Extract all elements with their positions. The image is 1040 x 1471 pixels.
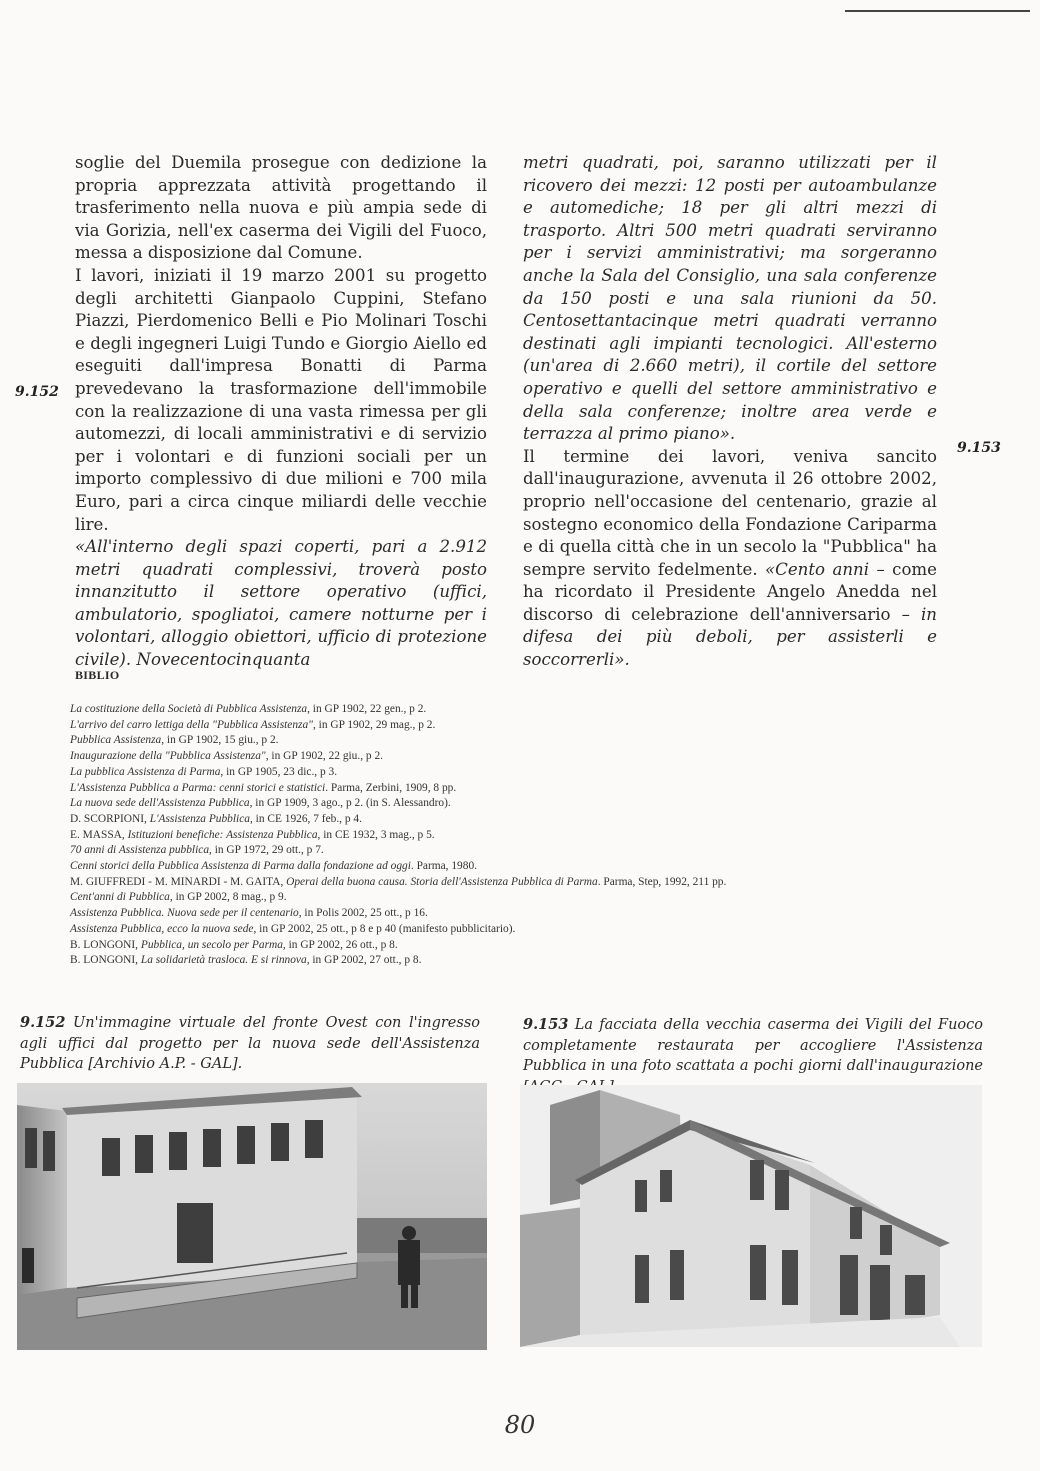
entry-source: , in GP 1902, 29 mag., p 2.	[312, 718, 436, 731]
caption-number: 9.153	[523, 1016, 569, 1033]
entry-source: . Parma, 1980.	[410, 860, 477, 873]
entry-source: , in Polis 2002, 25 ott., p 16.	[298, 907, 428, 920]
bibliography-entry	[70, 781, 970, 797]
entry-source: , in GP 2002, 26 ott., p 8.	[282, 938, 398, 951]
entry-title: La nuova sede dell'Assistenza Pubblica	[70, 797, 250, 810]
caption-text: Un'immagine virtuale del fronte Ovest con l'ingresso agli uffici dal progetto per la nuova sede dell'Assistenza Pubblica [Archivio A.P. - GAL].	[20, 1015, 480, 1072]
header-rule	[845, 10, 1030, 12]
bibliography-entry	[70, 953, 970, 969]
entry-author: D. SCORPIONI,	[70, 812, 150, 825]
figure-caption	[20, 1013, 480, 1075]
entry-source: , in GP 1902, 15 giu., p 2.	[161, 734, 279, 747]
bibliography-entry	[70, 718, 970, 734]
paragraph	[523, 446, 937, 672]
entry-source: , in GP 1902, 22 gen., p 2.	[307, 703, 427, 715]
quote-end: in difesa dei più deboli, per assisterli e soccorrerli».	[523, 604, 937, 670]
bibliography-entry	[70, 890, 970, 906]
entry-source: , in GP 2002, 25 ott., p 8 e p 40 (manifesto pubblicitario).	[253, 922, 516, 935]
quote-start: «Cento anni	[765, 559, 870, 579]
entry-source: . Parma, Zerbini, 1909, 8 pp.	[325, 781, 457, 794]
entry-source: , in CE 1932, 3 mag., p 5.	[317, 828, 435, 841]
bibliography-entry	[70, 938, 970, 954]
entry-author: B. LONGONI,	[70, 954, 141, 967]
figure-marker: 9.152	[15, 384, 59, 400]
bibliography-entry	[70, 749, 970, 765]
entry-source: , in GP 1972, 29 ott., p 7.	[209, 844, 324, 857]
bibliography-list	[70, 702, 970, 969]
entry-title: Assistenza Pubblica. Nuova sede per il centenario	[70, 907, 299, 920]
entry-source: , in GP 2002, 8 mag., p 9.	[169, 891, 287, 904]
bibliography-entry	[70, 843, 970, 859]
entry-title: La pubblica Assistenza di Parma	[70, 765, 221, 778]
entry-title: Pubblica Assistenza	[70, 734, 162, 747]
paragraph-text: Il termine dei lavori, veniva sancito dall'inaugurazione, avvenuta il 26 ottobre 2002, proprio nell'occasione del centenario, grazie al sostegno economico della Fondazione Cariparma e di quella città che in un secolo la "Pubblica" ha sempre servito fedelmente.	[523, 446, 937, 579]
entry-source: , in CE 1926, 7 feb., p 4.	[249, 812, 362, 825]
caption-text: La facciata della vecchia caserma dei Vigili del Fuoco completamente restaurata per accogliere l'Assistenza Pubblica in una foto scattata a pochi giorni dall'inaugurazione	[523, 1017, 983, 1074]
entry-title: Cent'anni di Pubblica	[70, 891, 170, 904]
entry-title: L'Assistenza Pubblica a Parma: cenni storici e statistici	[70, 781, 326, 794]
entry-title: Operai della buona causa. Storia dell'Assistenza Pubblica di Parma	[286, 875, 598, 888]
entry-title: L'arrivo del carro lettiga della "Pubblica Assistenza"	[70, 718, 313, 731]
building-photo	[520, 1085, 982, 1347]
bibliography-entry	[70, 922, 970, 938]
left-text-column	[75, 152, 487, 672]
entry-source: , in GP 1902, 22 giu., p 2.	[265, 750, 384, 763]
entry-author: B. LONGONI,	[70, 938, 141, 951]
entry-title: Cenni storici della Pubblica Assistenza di Parma dalla fondazione ad oggi	[70, 860, 411, 873]
bibliography-entry	[70, 859, 970, 875]
right-text-column	[523, 152, 937, 672]
rendering-image	[17, 1083, 487, 1350]
entry-author: M. GIUFFREDI - M. MINARDI - M. GAITA,	[70, 875, 287, 888]
entry-title: La solidarietà trasloca. E si rinnova	[140, 954, 307, 967]
entry-author: E. MASSA,	[70, 828, 128, 841]
quote-paragraph: metri quadrati, poi, saranno utilizzati per il ricovero dei mezzi: 12 posti per autoambulanze e automediche; 18 per gli altri mezzi di trasporto. Altri 500 metri quadrati serviranno per i servizi amministrativi; ma sorgeranno anche la Sala del Consiglio, una sala conferenze da 150 posti e una sala riunioni da 50. Centosettantacinque metri quadrati verranno destinati agli impianti tecnologici. All'esterno (un'area di 2.660 metri), il cortile del settore operativo e quelli del settore amministrativo e della sala conferenze; inoltre area verde e terrazza al primo piano».	[523, 153, 937, 444]
entry-title: La costituzione della Società di Pubblica Assistenza	[70, 703, 308, 715]
bibliography-entry	[70, 875, 970, 891]
entry-title: Inaugurazione della "Pubblica Assistenza"	[70, 750, 266, 763]
bibliography-entry	[70, 812, 970, 828]
entry-source: , in GP 1909, 3 ago., p 2. (in S. Alessandro).	[249, 797, 451, 810]
bibliography-entry	[70, 733, 970, 749]
bibliography-entry	[70, 702, 970, 718]
entry-source: . Parma, Step, 1992, 211 pp.	[597, 875, 727, 888]
entry-title: 70 anni di Assistenza pubblica	[70, 844, 210, 857]
bibliography-entry	[70, 796, 970, 812]
entry-source: , in GP 2002, 27 ott., p 8.	[306, 954, 422, 967]
entry-title: Pubblica, un secolo per Parma	[140, 938, 283, 951]
entry-title: Assistenza Pubblica, ecco la nuova sede	[70, 922, 254, 935]
page-number: 80	[504, 1411, 536, 1439]
quote-paragraph: «All'interno degli spazi coperti, pari a 2.912 metri quadrati complessivi, troverà posto innanzitutto il settore operativo (uffici, ambulatorio, spogliatoi, camere notturne per i volontari, alloggio obiettori, ufficio di protezione civile). Novecentocinquanta	[75, 537, 487, 670]
quote-attribution: – come ha ricordato il Presidente Angelo Anedda nel discorso di celebrazione dell'anniversario –	[523, 559, 937, 624]
figure-marker: 9.153	[957, 440, 1001, 456]
caption-number: 9.152	[20, 1014, 66, 1031]
entry-source: , in GP 1905, 23 dic., p 3.	[220, 765, 338, 778]
paragraph: soglie del Duemila prosegue con dedizione la propria apprezzata attività progettando il trasferimento nella nuova e più ampia sede di via Gorizia, nell'ex caserma dei Vigili del Fuoco, messa a disposizione dal Comune.	[75, 153, 487, 263]
entry-title: Istituzioni benefiche: Assistenza Pubblica	[127, 828, 318, 841]
bibliography-entry	[70, 765, 970, 781]
entry-title: L'Assistenza Pubblica	[149, 812, 250, 825]
paragraph: I lavori, iniziati il 19 marzo 2001 su progetto degli architetti Gianpaolo Cuppini, Stefano Piazzi, Pierdomenico Belli e Pio Molinari Toschi e degli ingegneri Luigi Tundo e Giorgio Aiello ed eseguiti dall'impresa Bonatti di Parma prevedevano la trasformazione dell'immobile con la realizzazione di una vasta rimessa per gli automezzi, di locali amministrativi e di servizio per i volontari e di funzioni sociali per un importo complessivo di due milioni e 700 mila Euro, pari a circa cinque miliardi delle vecchie lire.	[75, 265, 487, 534]
bibliography-heading: BIBLIO	[75, 668, 120, 682]
bibliography-entry	[70, 906, 970, 922]
bibliography-entry	[70, 828, 970, 844]
